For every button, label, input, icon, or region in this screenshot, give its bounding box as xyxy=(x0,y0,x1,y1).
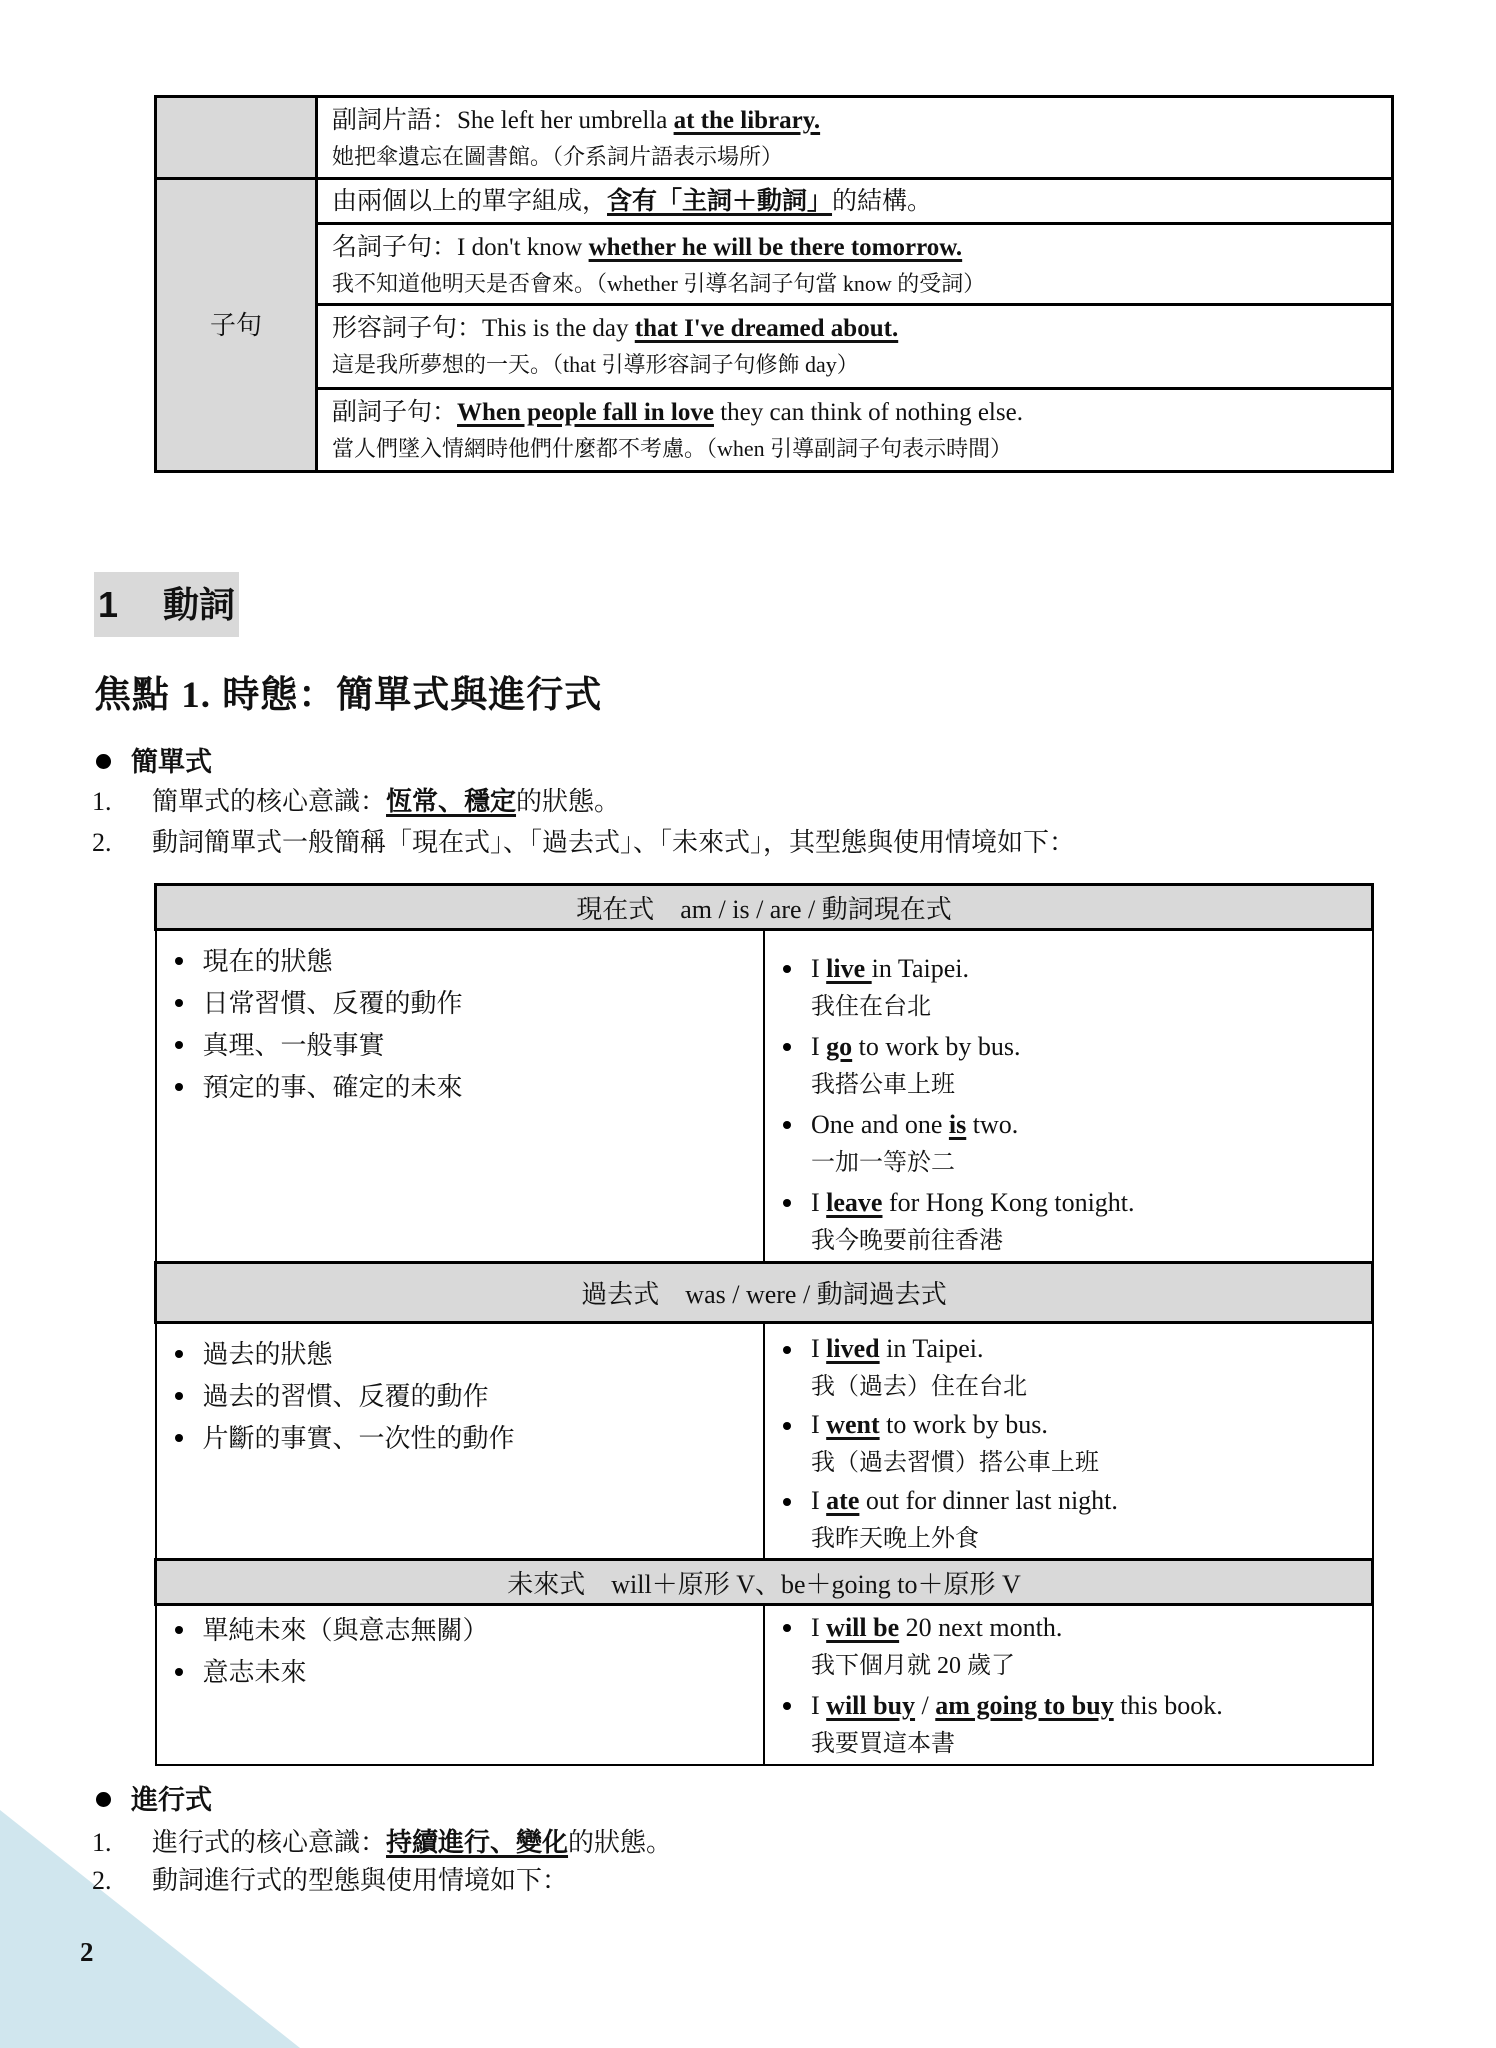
examples-list xyxy=(779,1330,1372,1558)
emphasis: When people fall in love xyxy=(457,399,714,426)
verb: ate xyxy=(826,1486,860,1515)
focus-number: 1. xyxy=(181,675,212,716)
item-text: 進行式的核心意識： xyxy=(152,1828,387,1857)
list-item: 預定的事、確定的未來 xyxy=(171,1067,764,1109)
example-item xyxy=(779,1330,1372,1406)
table-row xyxy=(156,97,1393,179)
example-item xyxy=(779,1608,1372,1686)
bullet-icon xyxy=(96,1792,111,1807)
list-item: 過去的習慣、反覆的動作 xyxy=(171,1376,764,1418)
table-row xyxy=(156,305,1393,389)
table-header-row xyxy=(156,1263,1373,1323)
translation: 她把傘遺忘在圖書館。（介系詞片語表示場所） xyxy=(332,144,784,169)
uses-cell xyxy=(156,1605,765,1766)
list-item xyxy=(92,785,620,819)
sentence-text: out for dinner last night. xyxy=(859,1486,1118,1515)
example-sentence xyxy=(811,1105,1372,1144)
definition-text: 由兩個以上的單字組成， xyxy=(332,187,608,215)
item-number: 2. xyxy=(92,1866,112,1895)
list-item: 片斷的事實、一次性的動作 xyxy=(171,1418,764,1460)
clause-table xyxy=(154,95,1394,473)
example-sentence xyxy=(811,1686,1372,1725)
list-item: 單純未來（與意志無關） xyxy=(171,1610,764,1652)
list-item: 日常習慣、反覆的動作 xyxy=(171,983,764,1025)
item-text: 動詞簡單式一般簡稱「現在式」、「過去式」、「未來式」，其型態與使用情境如下： xyxy=(152,828,1076,857)
row-label xyxy=(156,97,317,179)
example-cell xyxy=(317,97,1393,179)
sentence-text: for Hong Kong tonight. xyxy=(882,1188,1135,1217)
emphasis: 持續進行、變化 xyxy=(386,1828,569,1857)
verb: leave xyxy=(826,1188,883,1217)
focus-label: 焦點 xyxy=(94,674,170,715)
example-sentence xyxy=(811,1406,1372,1444)
uses-list xyxy=(171,1334,764,1460)
list-item xyxy=(92,1826,672,1860)
translation: 我（過去）住在台北 xyxy=(811,1374,1027,1400)
sentence-text: I xyxy=(811,1691,827,1720)
verb: will buy xyxy=(826,1691,916,1720)
verb: will be xyxy=(826,1613,900,1642)
focus-title: 時態：簡單式與進行式 xyxy=(222,674,603,715)
example-sentence xyxy=(332,306,1391,347)
example-cell xyxy=(317,224,1393,305)
translation: 這是我所夢想的一天。（that 引導形容詞子句修飾 day） xyxy=(332,352,859,377)
example-sentence xyxy=(811,1183,1372,1222)
examples-cell xyxy=(764,1323,1373,1560)
sentence-text: I xyxy=(811,1410,827,1439)
present-header: 現在式 am / is / are / 動詞現在式 xyxy=(156,885,1373,930)
future-header: 未來式 will＋原形 V、be＋going to＋原形 V xyxy=(156,1560,1373,1605)
examples-list xyxy=(779,949,1372,1261)
list-item: 過去的狀態 xyxy=(171,1334,764,1376)
page-number: 2 xyxy=(80,1937,94,1967)
example-sentence xyxy=(811,1482,1372,1520)
sentence-text: I xyxy=(811,1032,827,1061)
translation: 當人們墜入情網時他們什麼都不考慮。（when 引導副詞子句表示時間） xyxy=(332,436,1013,461)
definition-cell xyxy=(317,179,1393,224)
example-item xyxy=(779,1406,1372,1482)
sentence-text: I xyxy=(811,1334,827,1363)
table-row xyxy=(156,224,1393,305)
translation: 我今晚要前往香港 xyxy=(811,1228,1003,1254)
item-text: 動詞進行式的型態與使用情境如下： xyxy=(152,1866,569,1895)
example-item xyxy=(779,1686,1372,1764)
translation: 我住在台北 xyxy=(811,994,931,1020)
verb: is xyxy=(948,1110,967,1139)
verb: live xyxy=(826,954,872,983)
translation: 我搭公車上班 xyxy=(811,1072,955,1098)
item-number: 1. xyxy=(92,1828,112,1857)
row-label: 子句 xyxy=(156,179,317,472)
subsection-heading xyxy=(96,1783,212,1817)
item-text: 簡單式的核心意識： xyxy=(152,787,387,816)
example-sentence xyxy=(811,1027,1372,1066)
example-item xyxy=(779,1482,1372,1558)
uses-cell xyxy=(156,1323,765,1560)
sentence-text: in Taipei. xyxy=(879,1334,984,1363)
example-item xyxy=(779,1027,1372,1105)
examples-cell xyxy=(764,930,1373,1263)
item-number: 1. xyxy=(92,787,112,816)
list-item: 意志未來 xyxy=(171,1652,764,1694)
translation: 我下個月就 20 歲了 xyxy=(811,1653,1015,1679)
sentence-text: to work by bus. xyxy=(852,1032,1021,1061)
sentence-text: to work by bus. xyxy=(879,1410,1048,1439)
verb: went xyxy=(826,1410,880,1439)
section-number: 1 xyxy=(98,584,119,625)
emphasis: that I've dreamed about. xyxy=(634,315,899,342)
sentence-text: I xyxy=(811,1486,827,1515)
emphasis: whether he will be there tomorrow. xyxy=(588,234,963,261)
example-sentence xyxy=(811,1608,1372,1647)
example-item xyxy=(779,1105,1372,1183)
sentence-text: in Taipei. xyxy=(871,954,970,983)
example-cell xyxy=(317,389,1393,472)
translation: 我要買這本書 xyxy=(811,1731,955,1757)
emphasis: at the library. xyxy=(673,107,821,134)
examples-cell xyxy=(764,1605,1373,1766)
subsection-title: 進行式 xyxy=(131,1785,212,1815)
emphasis: 恆常、穩定 xyxy=(386,787,517,816)
sentence-text: I xyxy=(811,1188,827,1217)
example-sentence xyxy=(332,98,1391,139)
example-item xyxy=(779,949,1372,1027)
sentence-text: 副詞片語：She left her umbrella xyxy=(332,107,674,134)
subsection-title: 簡單式 xyxy=(131,747,212,777)
example-cell xyxy=(317,305,1393,389)
past-header: 過去式 was / were / 動詞過去式 xyxy=(156,1263,1373,1323)
sentence-text: / xyxy=(915,1691,936,1720)
table-row xyxy=(156,930,1373,1263)
example-item xyxy=(779,1183,1372,1261)
sentence-text: two. xyxy=(966,1110,1019,1139)
sentence-text: I xyxy=(811,954,827,983)
sentence-text: 形容詞子句：This is the day xyxy=(332,315,635,342)
subsection-heading xyxy=(96,745,212,779)
table-row xyxy=(156,1605,1373,1766)
uses-cell xyxy=(156,930,765,1263)
table-row xyxy=(156,179,1393,224)
translation: 我（過去習慣）搭公車上班 xyxy=(811,1450,1099,1476)
bullet-icon xyxy=(96,754,111,769)
sentence-text: 副詞子句： xyxy=(332,399,458,426)
sentence-text: 名詞子句：I don't know xyxy=(332,234,589,261)
sentence-text: this book. xyxy=(1113,1691,1223,1720)
sentence-text: I xyxy=(811,1613,827,1642)
sentence-text: One and one xyxy=(811,1110,949,1139)
example-sentence xyxy=(811,1330,1372,1368)
translation: 一加一等於二 xyxy=(811,1150,955,1176)
table-header-row xyxy=(156,1560,1373,1605)
item-text: 的狀態。 xyxy=(516,787,621,816)
example-sentence xyxy=(332,225,1391,266)
section-title: 動詞 xyxy=(163,584,236,625)
uses-list xyxy=(171,1610,764,1694)
tense-table xyxy=(154,883,1374,1766)
list-item xyxy=(92,826,1075,860)
uses-list xyxy=(171,941,764,1109)
list-item: 現在的狀態 xyxy=(171,941,764,983)
table-row xyxy=(156,389,1393,472)
focus-heading xyxy=(94,664,602,718)
sentence-text: they can think of nothing else. xyxy=(713,399,1023,426)
examples-list xyxy=(779,1608,1372,1764)
translation: 我不知道他明天是否會來。（whether 引導名詞子句當 know 的受詞） xyxy=(332,271,986,296)
emphasis: 含有「主詞＋動詞」 xyxy=(607,187,833,215)
verb: go xyxy=(826,1032,853,1061)
translation: 我昨天晚上外食 xyxy=(811,1526,979,1552)
list-item xyxy=(92,1864,568,1898)
table-row xyxy=(156,1323,1373,1560)
item-number: 2. xyxy=(92,828,112,857)
verb: am going to buy xyxy=(935,1691,1114,1720)
verb: lived xyxy=(826,1334,880,1363)
section-heading xyxy=(94,572,239,637)
table-header-row xyxy=(156,885,1373,930)
example-sentence xyxy=(332,390,1391,431)
definition-text: 的結構。 xyxy=(832,187,933,215)
sentence-text: 20 next month. xyxy=(899,1613,1063,1642)
item-text: 的狀態。 xyxy=(568,1828,673,1857)
example-sentence xyxy=(811,949,1372,988)
list-item: 真理、一般事實 xyxy=(171,1025,764,1067)
